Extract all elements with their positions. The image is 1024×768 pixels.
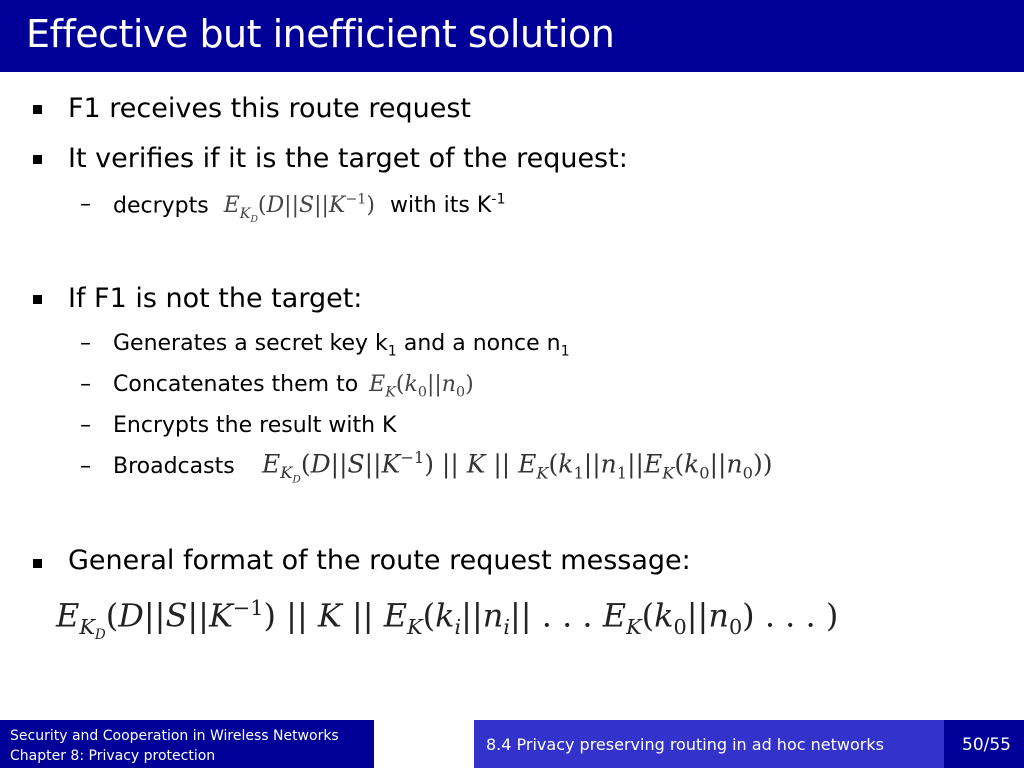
- sub-item-decrypts: [113, 192, 506, 225]
- bullet-not-target: If F1 is not the target:: [68, 283, 363, 314]
- bullet-general-format: General format of the route request message:: [68, 545, 691, 576]
- decrypts-label: decrypts: [113, 193, 209, 219]
- bullet-marker: [33, 105, 42, 114]
- sub-item-generates: Generates a secret key $k_1$ and a nonce $n_1$: [113, 331, 570, 360]
- formula-broadcast-message: $E_{K_D}(D||S||K^{-1})$ || K || $E_K(k_1||n_1||E_K(k_0||n_0))$: [262, 448, 773, 486]
- sub-item-broadcasts: Broadcasts: [113, 454, 235, 479]
- title-bar: [0, 0, 1024, 72]
- bullet-marker: [33, 155, 42, 164]
- dash-marker: –: [80, 372, 91, 397]
- footer-course-title: Security and Cooperation in Wireless Networks: [10, 728, 339, 744]
- footer-chapter: Chapter 8: Privacy protection: [10, 748, 216, 764]
- slide-title: Effective but inefficient solution: [26, 12, 615, 56]
- formula-general-format: $E_{K_D}(D||S||K^{-1})$ || K || $E_K(k_i||n_i||$ . . . $E_K(k_0||n_0)$ . . . ): [56, 596, 839, 644]
- bullet-marker: [33, 559, 42, 568]
- bullet-verifies: It verifies if it is the target of the request:: [68, 143, 628, 174]
- footer-section-title: 8.4 Privacy preserving routing in ad hoc networks: [486, 735, 884, 754]
- sub-item-concatenates: Concatenates them to $E_K(k_0||n_0)$: [113, 372, 474, 401]
- footer-section-area: [374, 720, 944, 768]
- dash-marker: –: [80, 413, 91, 438]
- sub-item-encrypts: Encrypts the result with K: [113, 413, 397, 438]
- dash-marker: –: [80, 454, 91, 479]
- decrypts-suffix: with its $K^{-1}$: [390, 192, 506, 219]
- footer-course-info: [0, 720, 374, 768]
- dash-marker: –: [80, 192, 91, 217]
- footer-section-box: [474, 720, 944, 768]
- bullet-receives: F1 receives this route request: [68, 93, 472, 124]
- formula-inner-encryption: $E_K(k_0||n_0)$: [369, 372, 474, 401]
- footer-page-box: [944, 720, 1024, 768]
- page-number: 50/55: [962, 735, 1011, 755]
- formula-encrypted-dest: $E_{K_D}(D||S||K^{-1})$: [223, 192, 375, 225]
- dash-marker: –: [80, 331, 91, 356]
- bullet-marker: [33, 295, 42, 304]
